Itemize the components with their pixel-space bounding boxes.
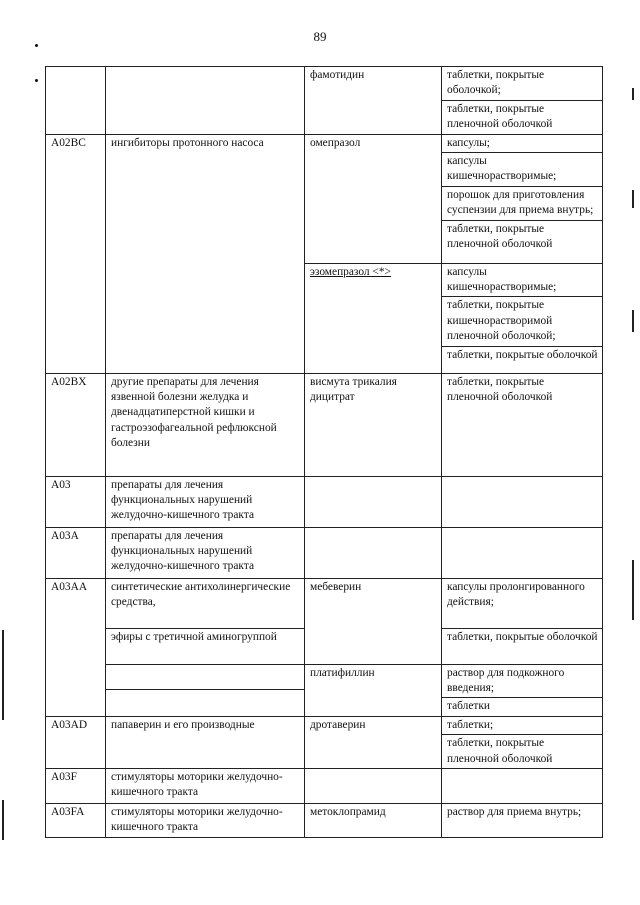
drug-cell: фамотидин — [305, 67, 442, 135]
page-number: 89 — [313, 29, 327, 44]
empty-line — [106, 689, 304, 706]
group-cell — [106, 578, 305, 664]
group-cell — [106, 67, 305, 135]
table-row — [46, 716, 603, 768]
scan-edge-mark — [632, 310, 634, 332]
form-item: таблетки, покрытые пленочной оболочкой — [442, 734, 602, 767]
table-row — [46, 67, 603, 135]
form-item: капсулы пролонгированного действия; — [447, 580, 585, 609]
table-row — [46, 578, 603, 664]
forms-cell — [442, 263, 603, 373]
margin-dot — [35, 79, 38, 82]
form-item: таблетки, покрытые кишечнорастворимой пленочной оболочкой; — [442, 296, 602, 344]
atc-code-cell: A03F — [46, 769, 106, 804]
scan-edge-mark — [632, 560, 634, 620]
forms-cell — [442, 769, 603, 804]
forms-cell — [442, 476, 603, 527]
forms-cell — [442, 134, 603, 263]
table-row — [46, 134, 603, 263]
form-item: капсулы; — [447, 136, 490, 149]
drug-cell — [305, 527, 442, 578]
group-cell: ингибиторы протонного насоса — [106, 134, 305, 373]
drug-cell — [305, 476, 442, 527]
form-item: таблетки, покрытые пленочной оболочкой — [442, 100, 602, 133]
drug-cell: платифиллин — [305, 664, 442, 716]
form-item: таблетки; — [447, 718, 494, 731]
table-row — [46, 527, 603, 578]
table-row — [46, 664, 603, 716]
group-cell: препараты для лечения функциональных нарушений желудочно-кишечного тракта — [106, 476, 305, 527]
scan-edge-mark — [632, 88, 634, 100]
forms-cell — [442, 578, 603, 664]
form-item: капсулы кишечнорастворимые; — [447, 265, 557, 294]
form-item: таблетки, покрытые оболочкой — [442, 628, 602, 645]
forms-cell: таблетки, покрытые пленочной оболочкой — [442, 373, 603, 476]
atc-code-cell: A03AA — [46, 578, 106, 716]
margin-dot — [35, 44, 38, 47]
drug-cell — [305, 263, 442, 373]
form-item: таблетки, покрытые оболочкой; — [447, 69, 545, 97]
form-item: таблетки — [442, 697, 602, 714]
group-cell: папаверин и его производные — [106, 716, 305, 768]
form-item: таблетки, покрытые оболочкой — [442, 346, 602, 363]
group-line: эфиры с третичной аминогруппой — [106, 628, 304, 645]
table-row — [46, 769, 603, 804]
empty-line — [106, 666, 304, 688]
form-item: раствор для подкожного введения; — [447, 666, 565, 695]
group-cell: препараты для лечения функциональных нарушений желудочно-кишечного тракта — [106, 527, 305, 578]
group-cell: другие препараты для лечения язвенной болезни желудка и двенадцатиперстной кишки и гастроэзофагеальной рефлюксной болезни — [106, 373, 305, 476]
forms-cell — [442, 664, 603, 716]
group-line: синтетические антихолинергические средства, — [111, 580, 291, 609]
atc-code-cell: A02BC — [46, 134, 106, 373]
drug-link[interactable]: эзомепразол <*> — [310, 265, 391, 278]
drug-cell: дротаверин — [305, 716, 442, 768]
scan-edge-mark — [2, 800, 4, 840]
atc-code-cell: A03A — [46, 527, 106, 578]
form-item: капсулы кишечнорастворимые; — [442, 152, 602, 185]
drug-cell — [305, 769, 442, 804]
group-cell: стимуляторы моторики желудочно-кишечного тракта — [106, 804, 305, 838]
forms-cell — [442, 716, 603, 768]
form-item: порошок для приготовления суспензии для приема внутрь; — [442, 186, 602, 219]
group-cell — [106, 664, 305, 716]
drug-cell: омепразол — [305, 134, 442, 263]
drug-cell: висмута трикалия дицитрат — [305, 373, 442, 476]
forms-cell — [442, 527, 603, 578]
atc-code-cell: A03 — [46, 476, 106, 527]
drug-cell: мебеверин — [305, 578, 442, 664]
drug-table — [45, 66, 603, 838]
atc-code-cell — [46, 67, 106, 135]
drug-cell: метоклопрамид — [305, 804, 442, 838]
scan-edge-mark — [2, 630, 4, 720]
atc-code-cell: A03AD — [46, 716, 106, 768]
table-row — [46, 476, 603, 527]
scan-edge-mark — [632, 190, 634, 208]
forms-cell — [442, 67, 603, 135]
form-item: таблетки, покрытые пленочной оболочкой — [442, 220, 602, 253]
group-cell: стимуляторы моторики желудочно-кишечного тракта — [106, 769, 305, 804]
table-row — [46, 373, 603, 476]
forms-cell: раствор для приема внутрь; — [442, 804, 603, 838]
atc-code-cell: A03FA — [46, 804, 106, 838]
table-row — [46, 804, 603, 838]
atc-code-cell: A02BX — [46, 373, 106, 476]
